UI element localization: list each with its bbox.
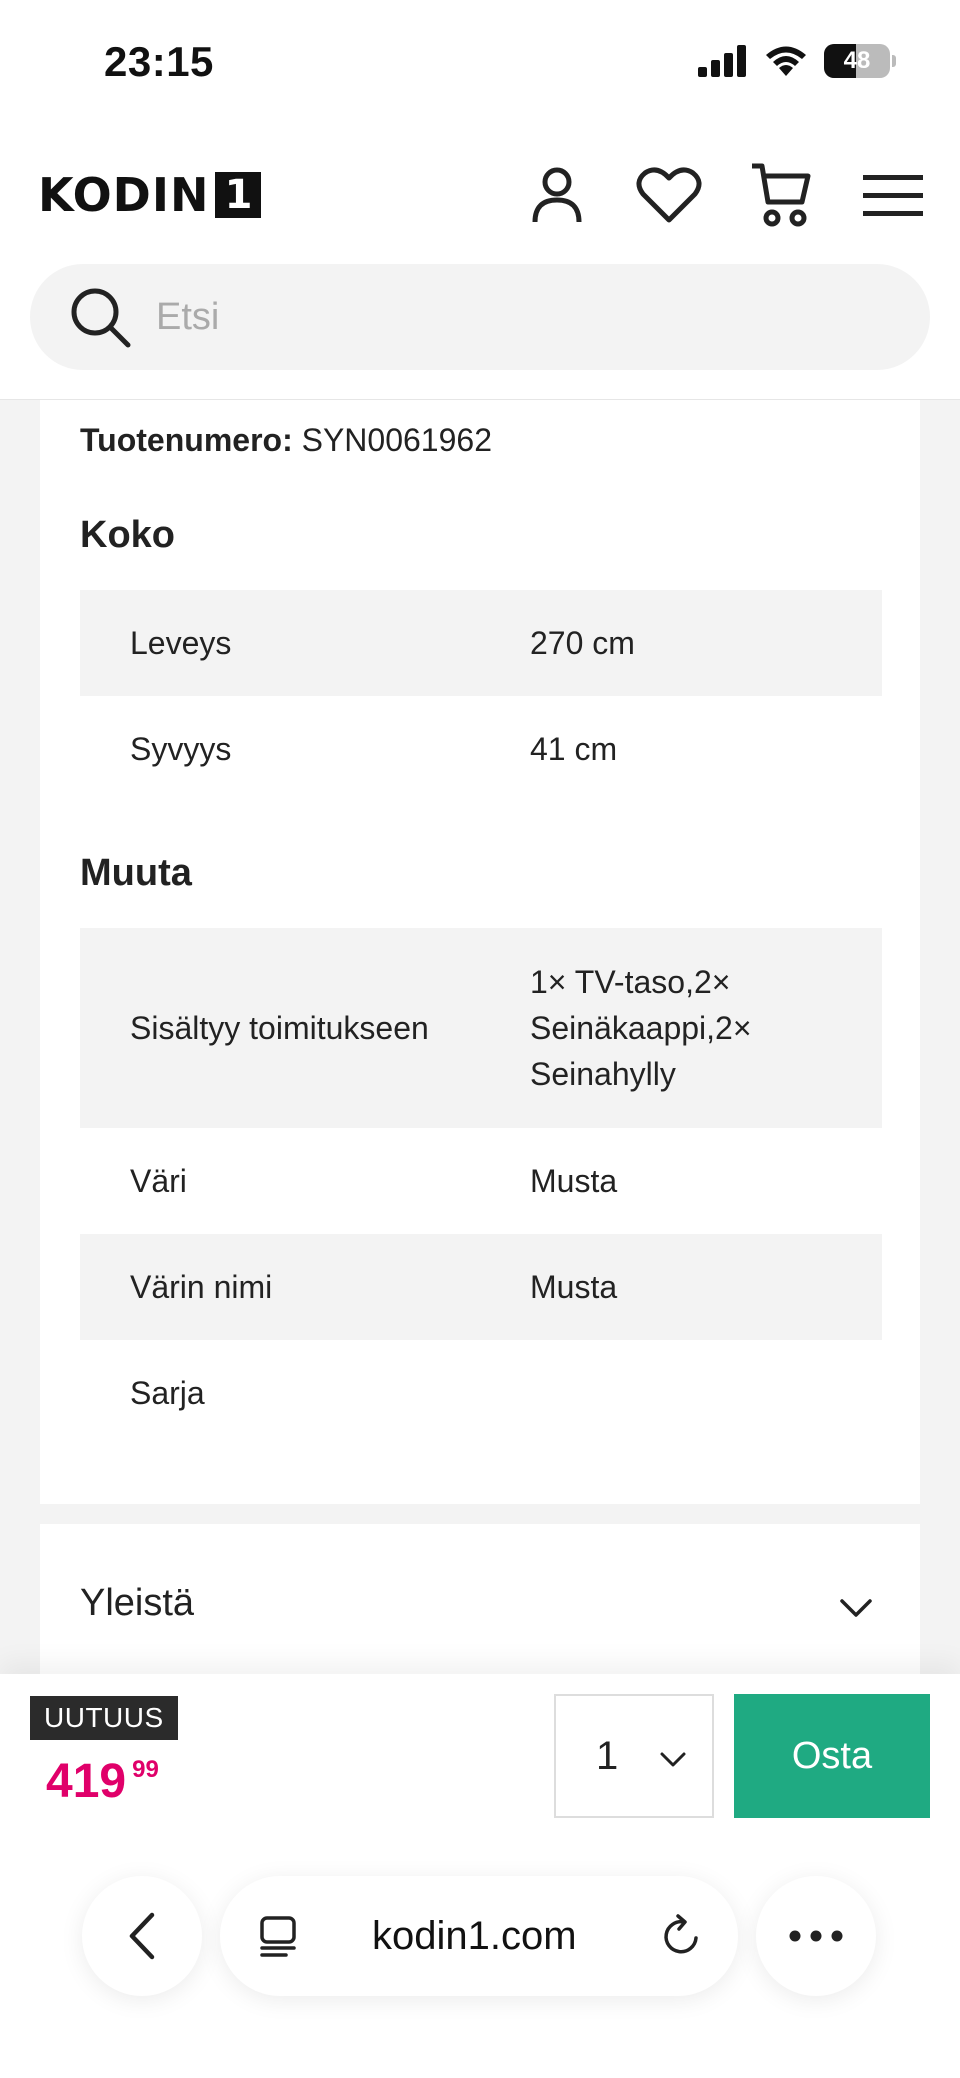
price-main: 419 xyxy=(46,1755,127,1808)
section-title-other: Muuta xyxy=(80,852,192,894)
spec-row-included xyxy=(80,928,882,1128)
status-icons xyxy=(698,44,896,78)
spec-label: Syvyys xyxy=(130,731,232,767)
product-specs-card xyxy=(40,400,920,1504)
price xyxy=(46,1754,159,1809)
logo-text: KODIN xyxy=(38,168,210,222)
spec-label: Väri xyxy=(130,1163,187,1199)
heart-icon xyxy=(636,166,702,224)
more-options-button[interactable] xyxy=(756,1876,876,1996)
status-bar xyxy=(0,0,960,130)
header-actions xyxy=(522,160,928,230)
spec-label: Sisältyy toimitukseen xyxy=(130,1010,429,1046)
account-button[interactable] xyxy=(522,160,592,230)
general-accordion[interactable] xyxy=(40,1524,920,1674)
cart-button[interactable] xyxy=(746,160,816,230)
search-input[interactable] xyxy=(156,296,856,339)
spec-value: 41 cm xyxy=(530,731,618,767)
search-bar[interactable] xyxy=(30,264,930,370)
spec-value: Musta xyxy=(530,1163,618,1199)
new-badge: UUTUUS xyxy=(30,1696,178,1740)
battery-cap xyxy=(892,55,896,67)
quantity-select[interactable] xyxy=(554,1694,714,1818)
battery-indicator xyxy=(824,44,890,78)
spec-value: Musta xyxy=(530,1269,618,1305)
chevron-left-icon xyxy=(122,1911,162,1961)
spec-value: 1× TV-taso,2× Seinäkaappi,2× Seinahylly xyxy=(530,964,752,1092)
wifi-icon xyxy=(764,44,808,78)
wishlist-button[interactable] xyxy=(634,160,704,230)
hamburger-menu-icon xyxy=(863,173,923,217)
site-logo[interactable] xyxy=(38,168,261,222)
user-icon xyxy=(531,166,583,224)
spec-row-color xyxy=(80,1128,882,1234)
spec-row-depth xyxy=(80,696,882,802)
product-number-value: SYN0061962 xyxy=(301,422,492,458)
buy-button[interactable]: Osta xyxy=(734,1694,930,1818)
spec-value: 270 cm xyxy=(530,625,635,661)
tabs-icon xyxy=(256,1914,300,1958)
url-text: kodin1.com xyxy=(372,1913,577,1958)
cellular-signal-icon xyxy=(698,45,748,77)
spec-row-color-name xyxy=(80,1234,882,1340)
chevron-down-icon xyxy=(836,1588,876,1628)
product-number-label: Tuotenumero: xyxy=(80,422,293,458)
logo-digit: 1 xyxy=(215,172,261,218)
browser-toolbar xyxy=(0,1860,960,2000)
spec-label: Leveys xyxy=(130,625,232,661)
section-title-size: Koko xyxy=(80,514,175,556)
spec-row-series xyxy=(80,1340,882,1446)
spec-label: Värin nimi xyxy=(130,1269,273,1305)
menu-button[interactable] xyxy=(858,160,928,230)
spec-row-width xyxy=(80,590,882,696)
chevron-down-icon xyxy=(658,1744,688,1774)
price-cents: 99 xyxy=(132,1756,159,1783)
quantity-value: 1 xyxy=(596,1733,619,1778)
general-accordion-title: Yleistä xyxy=(80,1582,195,1624)
search-icon xyxy=(68,285,132,349)
address-bar[interactable] xyxy=(220,1876,738,1996)
product-number xyxy=(80,422,492,459)
battery-text: 48 xyxy=(843,47,871,74)
more-horizontal-icon xyxy=(788,1929,844,1943)
spec-label: Sarja xyxy=(130,1375,205,1411)
status-time: 23:15 xyxy=(104,38,214,85)
site-header xyxy=(0,130,960,400)
cart-icon xyxy=(750,162,812,228)
reload-icon[interactable] xyxy=(660,1914,704,1958)
back-button[interactable] xyxy=(82,1876,202,1996)
